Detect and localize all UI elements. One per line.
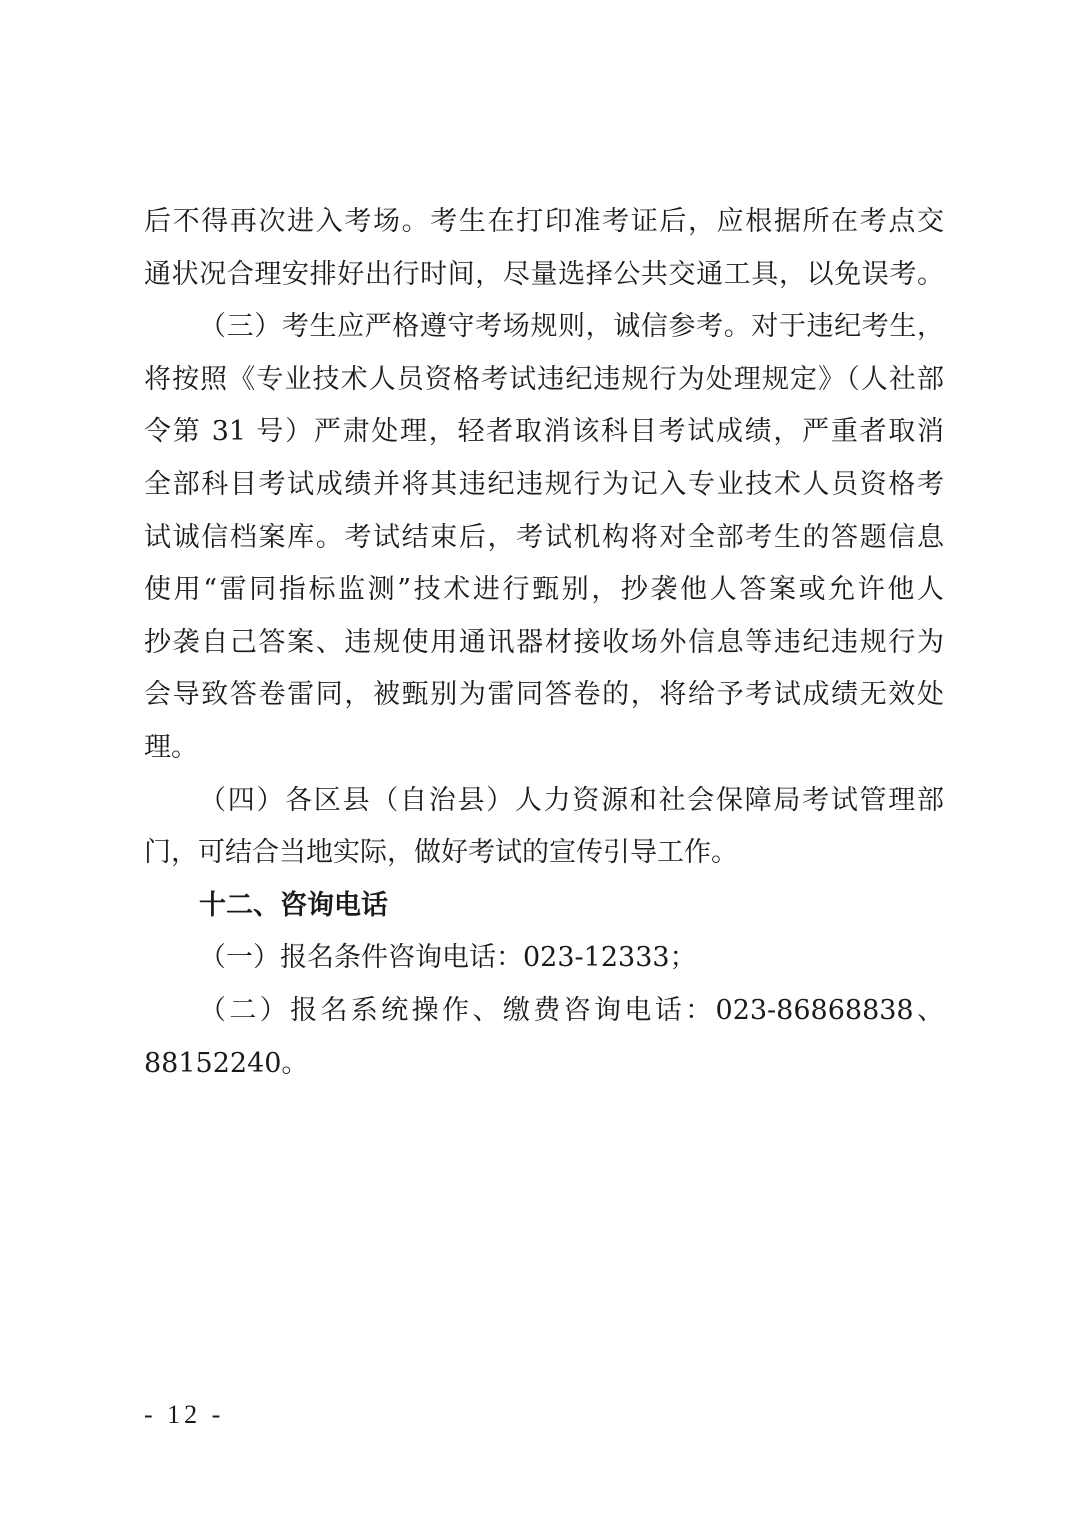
section-heading: 十二、咨询电话 xyxy=(199,889,388,921)
text-line: 后不得再次进入考场。考生在打印准考证后，应根据所在考点交 xyxy=(144,206,944,237)
text-line: 试诚信档案库。考试结束后，考试机构将对全部考生的答题信息 xyxy=(144,521,944,553)
phone-item-one: （一）报名条件咨询电话：023-12333； xyxy=(199,942,697,974)
text-line: 抄袭自己答案、违规使用通讯器材接收场外信息等违纪违规行为 xyxy=(144,626,944,658)
text-line: 使用“雷同指标监测”技术进行甄别，抄袭他人答案或允许他人 xyxy=(144,574,944,606)
phone-item-two: （二）报名系统操作、缴费咨询电话：023-86868838、 xyxy=(199,994,944,1026)
document-body xyxy=(144,196,944,1090)
text-line: 理。 xyxy=(144,731,198,763)
text-line: 门，可结合当地实际，做好考试的宣传引导工作。 xyxy=(144,837,738,869)
phone-item-two-continued: 88152240。 xyxy=(144,1047,309,1079)
page-number: - 12 - xyxy=(144,1400,225,1429)
text-line: 令第 31 号）严肃处理，轻者取消该科目考试成绩，严重者取消 xyxy=(144,416,944,448)
text-line: 全部科目考试成绩并将其违纪违规行为记入专业技术人员资格考 xyxy=(144,468,944,500)
paragraph-four-start: （四）各区县（自治县）人力资源和社会保障局考试管理部 xyxy=(199,784,944,816)
text-line: 通状况合理安排好出行时间，尽量选择公共交通工具，以免误考。 xyxy=(144,258,944,290)
text-line: 会导致答卷雷同，被甄别为雷同答卷的，将给予考试成绩无效处 xyxy=(144,679,944,711)
text-line: 将按照《专业技术人员资格考试违纪违规行为处理规定》（人社部 xyxy=(144,363,944,395)
paragraph-three-start: （三）考生应严格遵守考场规则，诚信参考。对于违纪考生， xyxy=(199,311,944,343)
